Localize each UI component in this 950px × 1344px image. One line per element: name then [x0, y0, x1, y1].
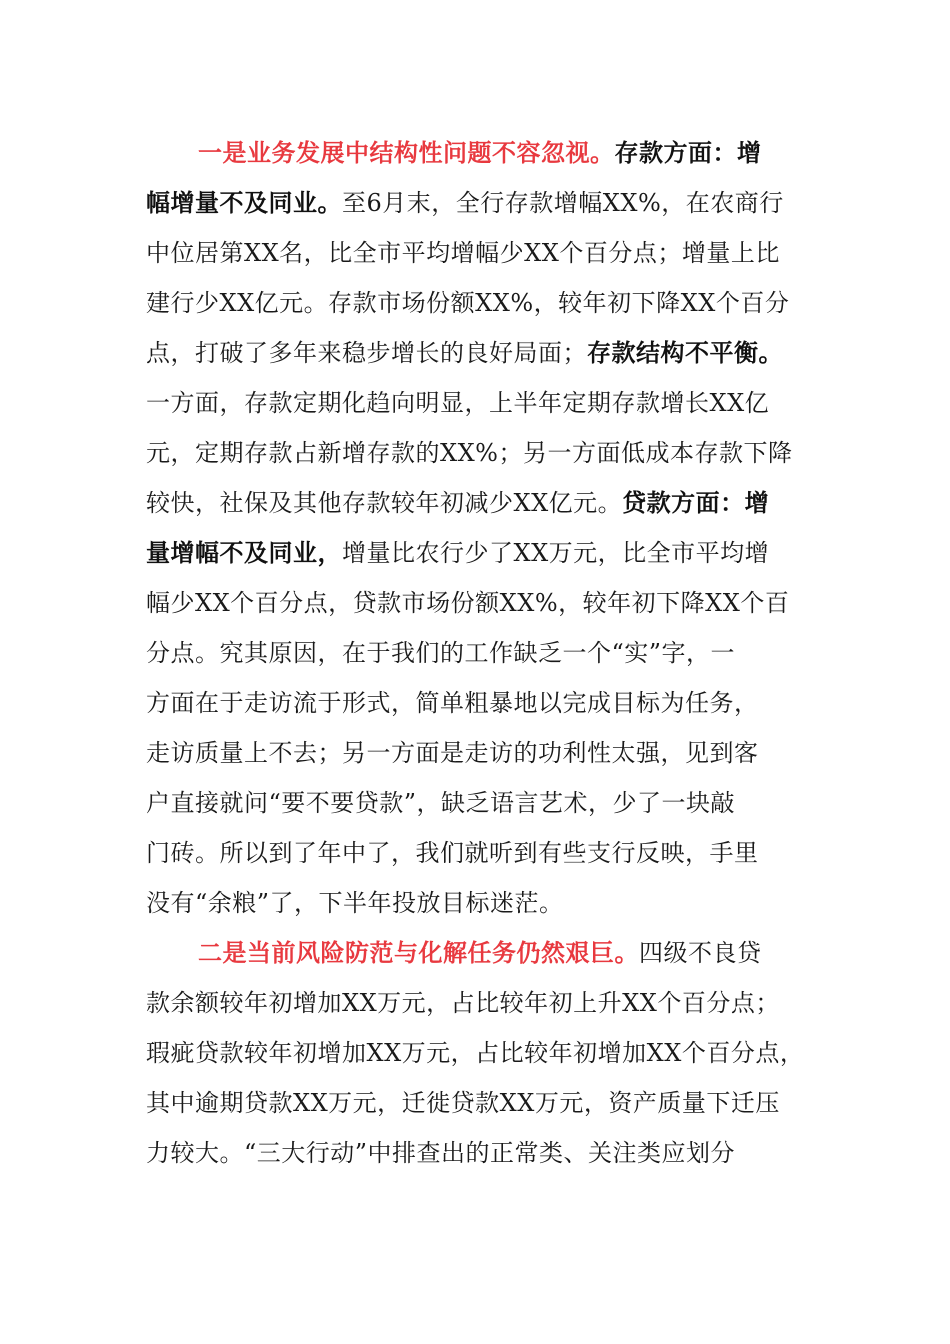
deposit-subheading-b: 幅增量不及同业。	[146, 189, 342, 217]
paragraph-line: 户直接就问“要不要贷款”，缺乏语言艺术，少了一块敲	[146, 789, 736, 817]
section-heading-two: 二是当前风险防范与化解任务仍然艰巨。	[198, 939, 639, 967]
paragraph-line	[146, 928, 806, 978]
paragraph-structural-issues	[146, 128, 806, 928]
body-text: 较快，社保及其他存款较年初减少XX亿元。	[146, 489, 623, 517]
paragraph-line	[146, 528, 806, 578]
deposit-structure-subheading: 存款结构不平衡。	[587, 339, 783, 367]
paragraph-line: 款余额较年初增加XX万元，占比较年初上升XX个百分点；	[146, 989, 780, 1017]
paragraph-line: 没有“余粮”了，下半年投放目标迷茫。	[146, 889, 564, 917]
paragraph-line: 走访质量上不去；另一方面是走访的功利性太强，见到客	[146, 739, 759, 767]
paragraph-line: 力较大。“三大行动”中排查出的正常类、关注类应划分	[146, 1139, 736, 1167]
paragraph-line	[146, 328, 806, 378]
paragraph-line: 瑕疵贷款较年初增加XX万元，占比较年初增加XX个百分点，	[146, 1039, 805, 1067]
paragraph-line	[146, 178, 806, 228]
body-text: 至6月末，全行存款增幅XX%，在农商行	[342, 189, 784, 217]
section-heading-one: 一是业务发展中结构性问题不容忽视。	[198, 139, 615, 167]
paragraph-line: 门砖。所以到了年中了，我们就听到有些支行反映，手里	[146, 839, 759, 867]
paragraph-line	[146, 128, 806, 178]
paragraph-line: 一方面，存款定期化趋向明显，上半年定期存款增长XX亿	[146, 389, 770, 417]
paragraph-line: 其中逾期贷款XX万元，迁徙贷款XX万元，资产质量下迁压	[146, 1089, 780, 1117]
paragraph-line	[146, 478, 806, 528]
paragraph-line: 中位居第XX名，比全市平均增幅少XX个百分点；增量上比	[146, 239, 780, 267]
body-text: 点，打破了多年来稳步增长的良好局面；	[146, 339, 587, 367]
paragraph-line: 分点。究其原因，在于我们的工作缺乏一个“实”字，一	[146, 639, 736, 667]
loan-subheading-a: 贷款方面：增	[622, 489, 770, 517]
deposit-subheading-a: 存款方面：增	[614, 139, 762, 167]
paragraph-line: 元，定期存款占新增存款的XX%；另一方面低成本存款下降	[146, 439, 793, 467]
paragraph-line: 建行少XX亿元。存款市场份额XX%，较年初下降XX个百分	[146, 289, 790, 317]
body-text: 四级不良贷	[639, 939, 762, 967]
loan-subheading-b: 量增幅不及同业，	[146, 539, 342, 567]
body-text: 增量比农行少了XX万元，比全市平均增	[342, 539, 770, 567]
paragraph-line: 幅少XX个百分点，贷款市场份额XX%，较年初下降XX个百	[146, 589, 790, 617]
paragraph-line: 方面在于走访流于形式，简单粗暴地以完成目标为任务，	[146, 689, 759, 717]
paragraph-risk-prevention	[146, 928, 806, 1178]
